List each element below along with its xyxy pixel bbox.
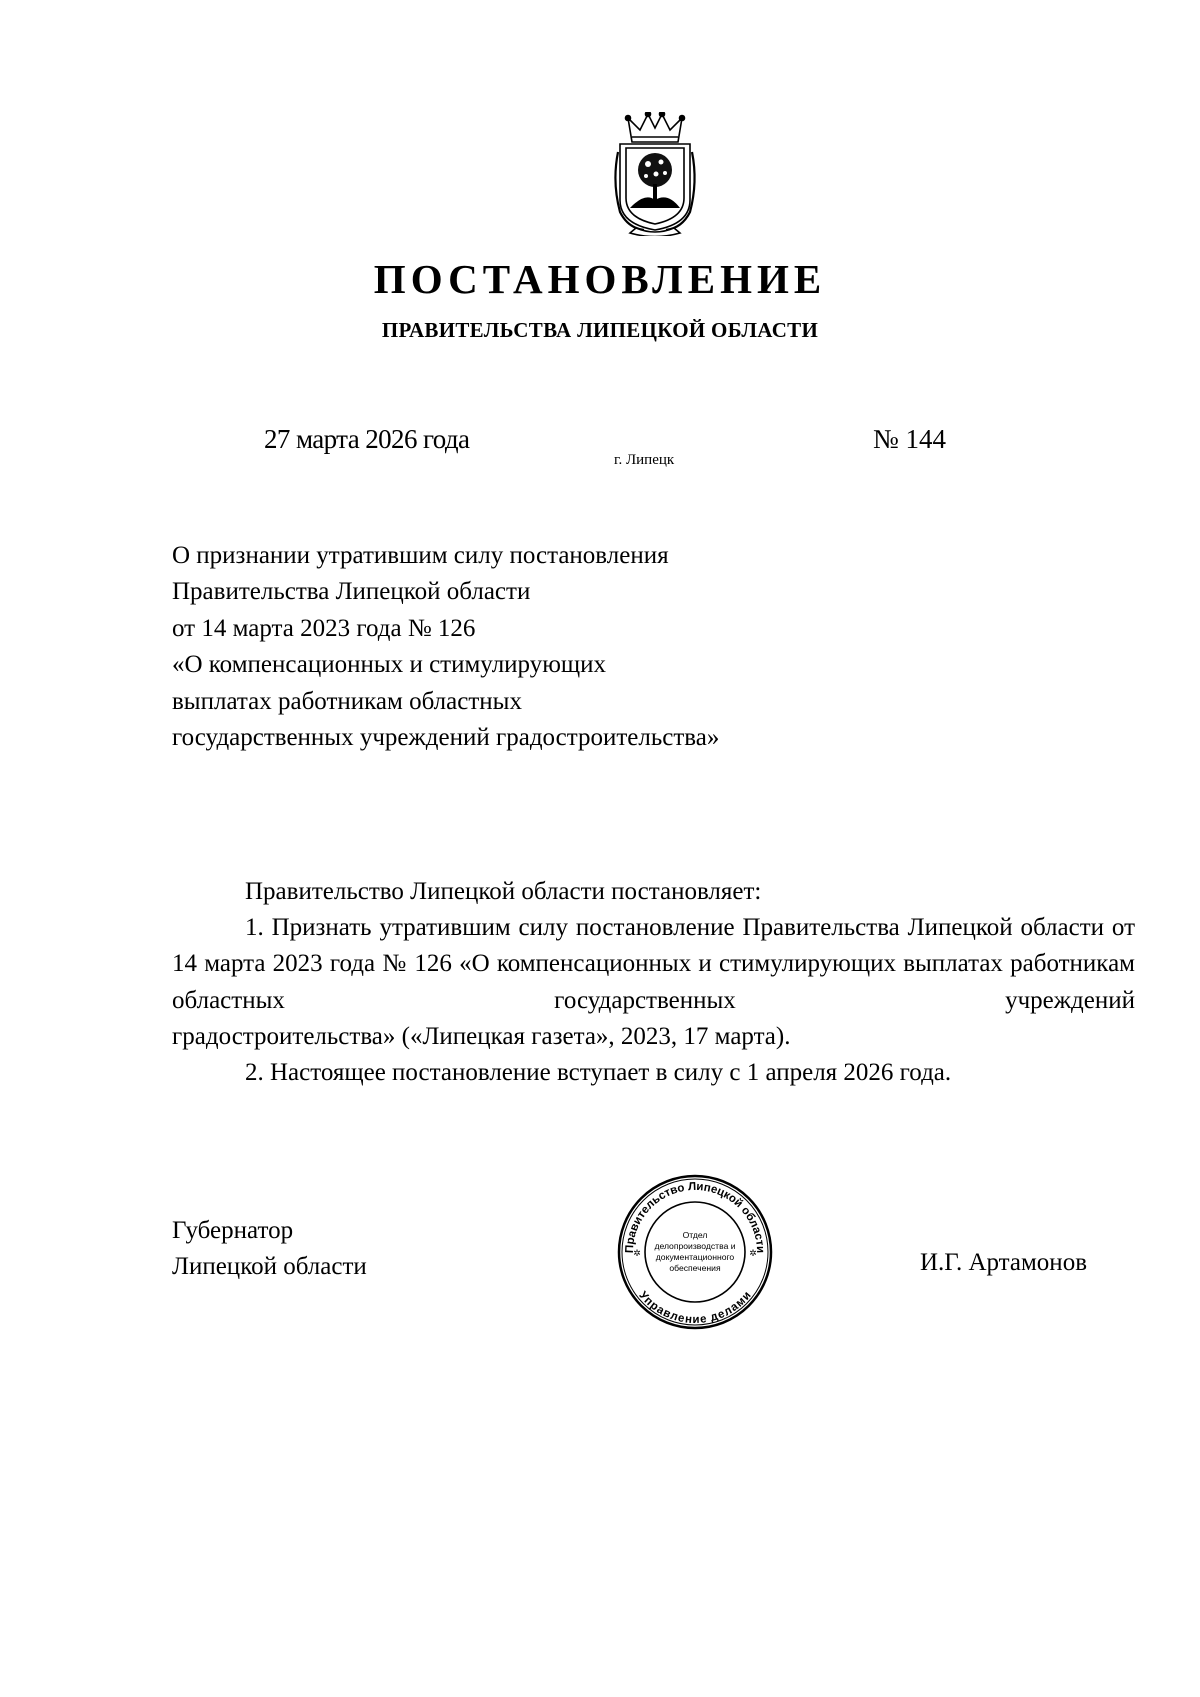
body-item-1: 1. Признать утратившим силу постановление Правительства Липецкой области от 14 марта 2023 года № 126 «О компенсационных и стимулирующих выплатах работникам областных государственных учреждений — [172, 914, 1135, 1014]
svg-text:✲: ✲ — [749, 1248, 757, 1258]
document-title: ПОСТАНОВЛЕНИЕ — [373, 256, 827, 302]
round-official-stamp-icon — [615, 1172, 775, 1332]
heading-line: государственных учреждений градостроительства» — [172, 724, 720, 752]
body-item-2: 2. Настоящее постановление вступает в силу с 1 апреля 2026 года. — [245, 1059, 952, 1087]
heading-line: выплатах работникам областных — [172, 687, 522, 715]
stamp-center-line: обеспечения — [669, 1263, 721, 1273]
document-city: г. Липецк — [614, 452, 675, 468]
document-number: № 144 — [873, 424, 947, 454]
document-date: 27 марта 2026 года — [264, 424, 470, 454]
heading-line: О признании утратившим силу постановления — [172, 542, 669, 569]
lipetsk-coat-of-arms-icon — [610, 112, 700, 236]
body-item-1-continuation: градостроительства» («Липецкая газета», 2023, 17 марта). — [172, 1022, 791, 1050]
signatory-role-line: Липецкой области — [172, 1253, 367, 1281]
svg-text:✲: ✲ — [633, 1248, 641, 1258]
stamp-ring-bottom-text: Управление делами — [636, 1289, 754, 1327]
stamp-ring-text: Правительство Липецкой области — [623, 1180, 767, 1254]
document-heading — [172, 538, 872, 756]
heading-line: от 14 марта 2023 года № 126 — [172, 614, 476, 642]
heading-line: «О компенсационных и стимулирующих — [172, 651, 607, 679]
document-body — [172, 874, 1135, 1091]
signatory-role — [172, 1213, 367, 1285]
heading-line: Правительства Липецкой области — [172, 578, 531, 606]
document-subtitle: ПРАВИТЕЛЬСТВА ЛИПЕЦКОЙ ОБЛАСТИ — [381, 318, 819, 342]
stamp-center-line: Отдел — [682, 1230, 708, 1240]
stamp-center-line: делопроизводства и — [654, 1241, 736, 1251]
body-preamble: Правительство Липецкой области постановляет: — [245, 878, 762, 905]
stamp-center-line: документационного — [655, 1252, 735, 1262]
signatory-role-line: Губернатор — [172, 1217, 294, 1244]
signatory-name: И.Г. Артамонов — [920, 1249, 1087, 1276]
